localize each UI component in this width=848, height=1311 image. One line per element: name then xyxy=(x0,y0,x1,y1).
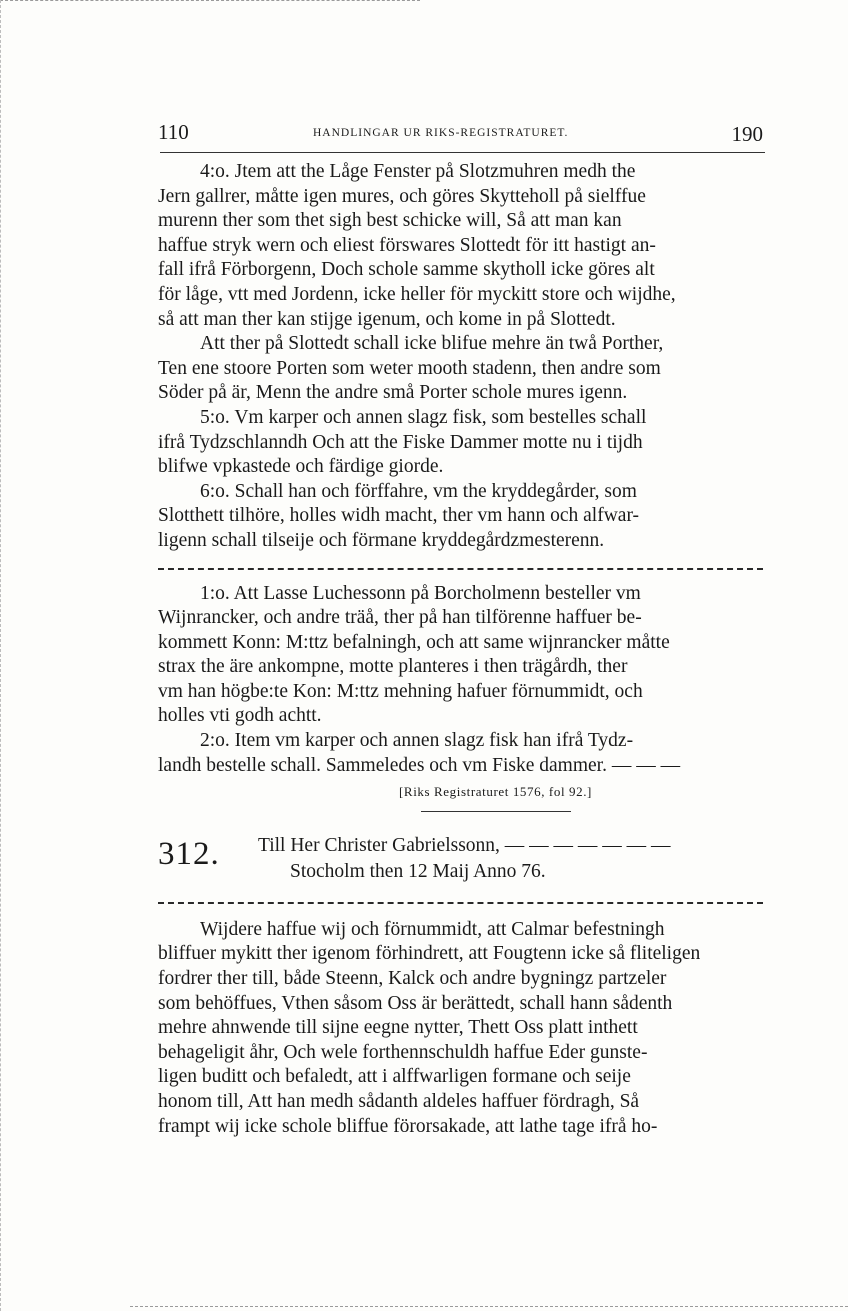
page-number-right: 190 xyxy=(731,122,763,146)
text-line: holles vti godh achtt. xyxy=(158,705,322,727)
scan-edge-left xyxy=(0,0,2,1311)
source-citation: [Riks Registraturet 1576, fol 92.] xyxy=(399,784,592,800)
text-line: ifrå Tydzschlanndh Och att the Fiske Dammer motte nu i tijdh xyxy=(158,431,643,453)
text-line: 6:o. Schall han och förffahre, vm the kryddegårder, som xyxy=(200,480,637,502)
text-line: behageligit åhr, Och wele forthennschuldh haffue Eder gunste- xyxy=(158,1041,648,1063)
letter-divider xyxy=(158,902,763,904)
text-line: 5:o. Vm karper och annen slagz fisk, som bestelles schall xyxy=(200,406,647,428)
text-line: murenn ther som thet sigh best schicke will, Så att man kan xyxy=(158,210,622,232)
text-line: 1:o. Att Lasse Luchessonn på Borcholmenn besteller vm xyxy=(200,582,641,604)
document-number: 312. xyxy=(158,835,220,872)
paragraph-porther xyxy=(158,332,763,406)
page-number-left: 110 xyxy=(158,120,189,144)
text-line: frampt wij icke schole bliffue förorsakade, att lathe tage ifrå ho- xyxy=(158,1115,658,1137)
text-line: som behöffues, Vthen såsom Oss är berättedt, schall hann sådenth xyxy=(158,992,673,1014)
letter-dateline: Stocholm then 12 Maij Anno 76. xyxy=(290,860,546,882)
text-line: Slotthett tilhöre, holles widh macht, ther vm hann och alfwar- xyxy=(158,505,640,527)
text-line: honom till, Att han medh sådanth aldeles haffuer fördragh, Så xyxy=(158,1091,640,1112)
text-line: Söder på är, Menn the andre små Porter schole mures igenn. xyxy=(158,382,628,404)
scan-edge-bottom xyxy=(130,1306,848,1308)
paragraph-5o xyxy=(158,406,763,480)
text-line: landh bestelle schall. Sammeledes och vm Fiske dammer. — — — xyxy=(158,754,681,776)
text-line: så att man ther kan stijge igenum, och kome in på Slottedt. xyxy=(158,308,616,330)
text-line: kommett Konn: M:ttz befalningh, och att same wijnrancker måtte xyxy=(158,631,670,653)
scan-edge-top xyxy=(0,0,420,2)
running-head: HANDLINGAR UR RIKS-REGISTRATURET. xyxy=(313,127,569,139)
text-line: vm han högbe:te Kon: M:ttz mehning hafuer förnummidt, och xyxy=(158,680,643,702)
text-line: haffue stryk wern och eliest förswares Slottedt för itt hastigt an- xyxy=(158,234,656,256)
text-line: fordrer ther till, både Steenn, Kalck och andre bygningz partzeler xyxy=(158,968,667,990)
text-line: fall ifrå Förborgenn, Doch schole samme skytholl icke göres alt xyxy=(158,259,655,281)
text-line: Jern gallrer, måtte igen mures, och göres Skytteholl på sielffue xyxy=(158,185,646,207)
paragraph-2o xyxy=(158,729,763,778)
text-line: blifwe vpkastede och färdige giorde. xyxy=(158,456,444,478)
text-line: ligen buditt och befaledt, att i alffwarligen formane och seije xyxy=(158,1066,631,1088)
source-rule xyxy=(421,811,571,812)
header-rule xyxy=(160,152,765,153)
paragraph-1o xyxy=(158,582,763,730)
text-line: bliffuer mykitt ther igenom förhindrett, att Fougtenn icke så fliteligen xyxy=(158,943,701,965)
text-line: strax the äre ankompne, motte planteres i then trägårdh, ther xyxy=(158,656,628,678)
paragraph-4o xyxy=(158,160,763,332)
text-line: Wijdere haffue wij och förnummidt, att Calmar befestningh xyxy=(200,918,665,940)
page-body xyxy=(158,160,763,1139)
paragraph-6o xyxy=(158,480,763,554)
text-line: ligenn schall tilseije och förmane kryddegårdzmesterenn. xyxy=(158,529,605,551)
page-header xyxy=(158,118,763,148)
letter-heading xyxy=(158,834,763,890)
text-line: 4:o. Jtem att the Låge Fenster på Slotzmuhren medh the xyxy=(200,161,636,182)
section-divider xyxy=(158,568,763,570)
letter-body xyxy=(158,918,763,1139)
text-line: Att ther på Slottedt schall icke blifue mehre än twå Porther, xyxy=(200,333,664,355)
text-line: för låge, vtt med Jordenn, icke heller för myckitt store och wijdhe, xyxy=(158,283,676,305)
text-line: mehre ahnwende till sijne eegne nytter, Thett Oss platt inthett xyxy=(158,1017,638,1039)
text-line: Wijnrancker, och andre träå, ther på han tilförenne haffuer be- xyxy=(158,607,642,629)
letter-addressee: Till Her Christer Gabrielssonn, — — — — — — — xyxy=(258,834,671,856)
text-line: Ten ene stoore Porten som weter mooth stadenn, then andre som xyxy=(158,357,661,379)
text-line: 2:o. Item vm karper och annen slagz fisk han ifrå Tydz- xyxy=(200,730,634,752)
